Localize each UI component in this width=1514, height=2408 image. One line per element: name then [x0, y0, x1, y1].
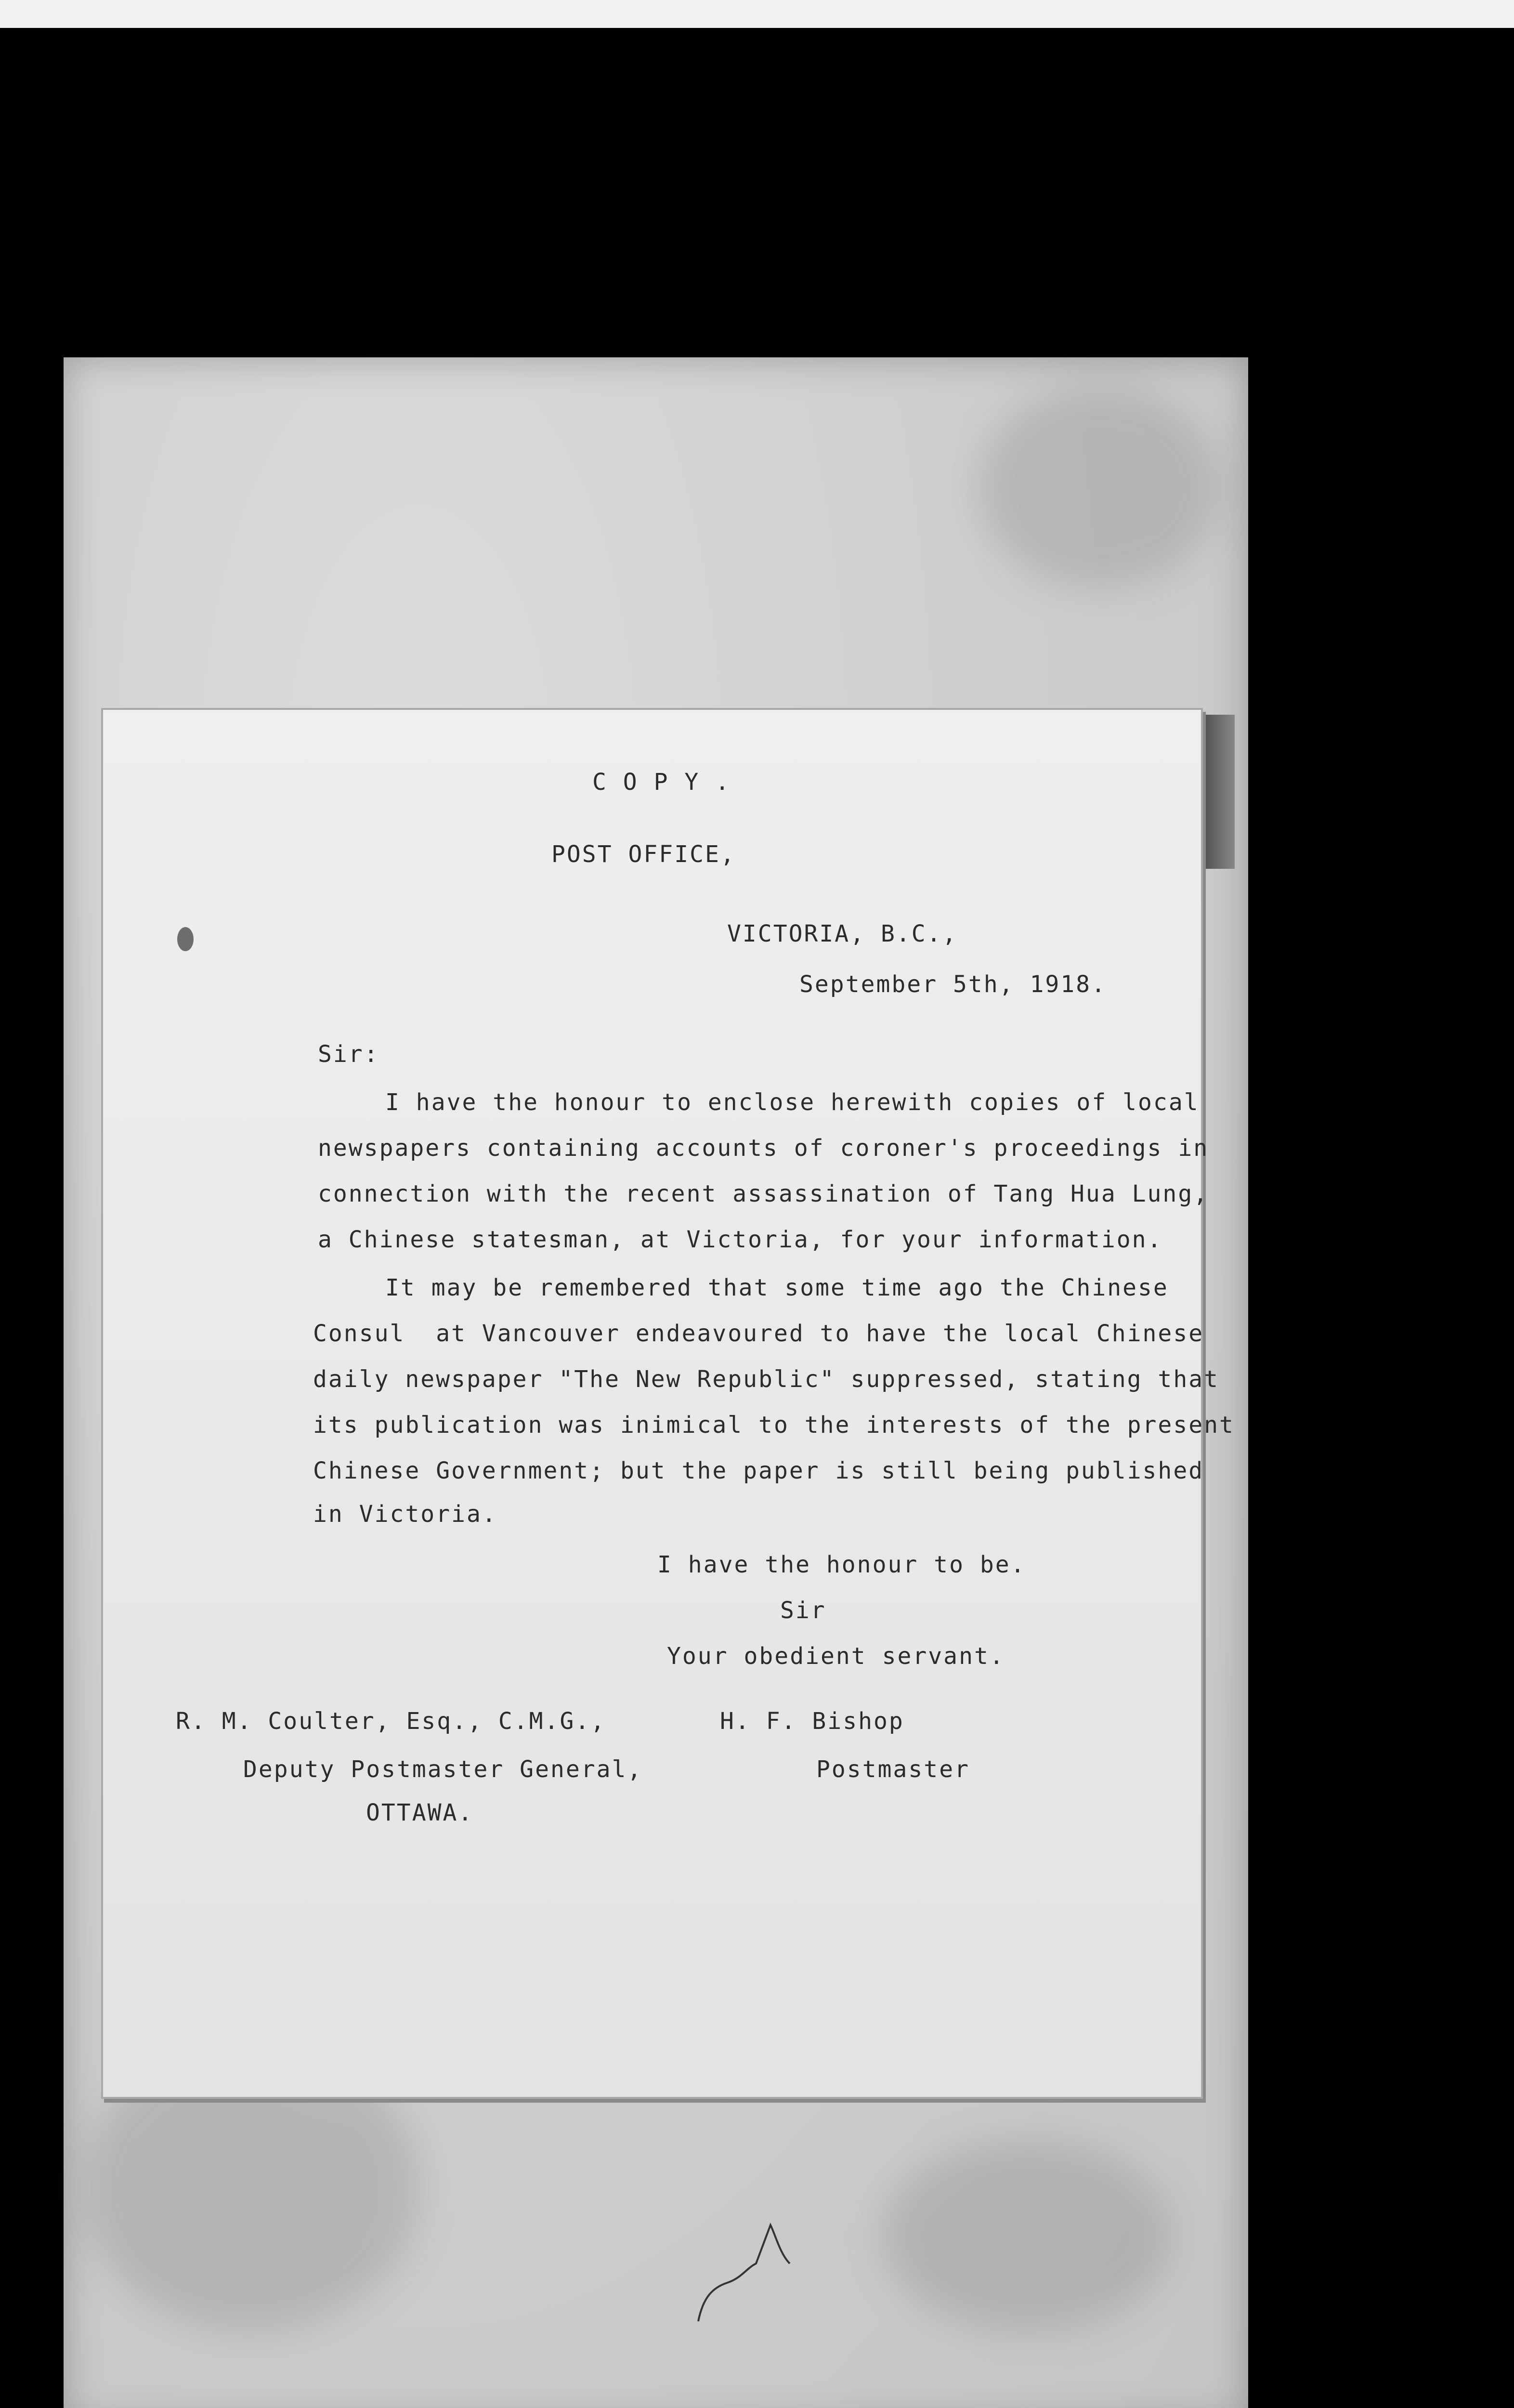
punch-hole: [177, 927, 194, 951]
place-line: VICTORIA, B.C.,: [727, 920, 958, 947]
body-line: connection with the recent assassination of Tang Hua Lung,: [318, 1180, 1209, 1207]
body-line: its publication was inimical to the interests of the present: [313, 1412, 1235, 1439]
body-line: Consul at Vancouver endeavoured to have the local Chinese: [313, 1320, 1204, 1347]
signatory-title: Postmaster: [816, 1756, 970, 1783]
pencil-mark: [693, 2215, 838, 2331]
addressee-line: OTTAWA.: [366, 1799, 474, 1826]
addressee-line: R. M. Coulter, Esq., C.M.G.,: [176, 1708, 606, 1735]
body-line: a Chinese statesman, at Victoria, for your information.: [318, 1226, 1163, 1253]
closing-line: Sir: [780, 1597, 826, 1624]
body-line: Chinese Government; but the paper is still being published: [313, 1457, 1204, 1484]
typed-letter-sheet: [101, 708, 1203, 2099]
letter-date: September 5th, 1918.: [799, 971, 1107, 998]
body-line: daily newspaper "The New Republic" suppressed, stating that: [313, 1366, 1220, 1393]
office-line: POST OFFICE,: [551, 841, 736, 868]
body-line: newspapers containing accounts of coroner's proceedings in: [318, 1135, 1209, 1162]
salutation: Sir:: [318, 1041, 379, 1068]
sheet-fold-shadow: [1206, 715, 1235, 869]
signatory-name: H. F. Bishop: [720, 1708, 904, 1735]
copy-heading: C O P Y .: [592, 769, 731, 796]
addressee-line: Deputy Postmaster General,: [243, 1756, 643, 1783]
body-line: It may be remembered that some time ago the Chinese: [385, 1274, 1169, 1301]
body-line: I have the honour to enclose herewith copies of local: [385, 1089, 1200, 1116]
body-line: in Victoria.: [313, 1501, 497, 1528]
closing-line: I have the honour to be.: [657, 1551, 1026, 1578]
scan-top-edge: [0, 0, 1514, 28]
closing-line: Your obedient servant.: [667, 1643, 1005, 1670]
